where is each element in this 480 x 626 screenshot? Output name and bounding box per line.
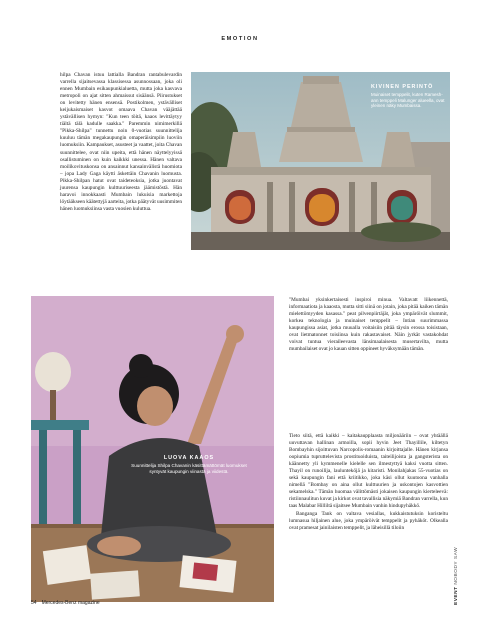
- side-label: [454, 547, 459, 605]
- section-label: EMOTION: [221, 36, 259, 42]
- temple-caption-title: KIVINEN PERINTÖ: [371, 84, 434, 90]
- dropcap-space: [31, 72, 60, 213]
- page-footer: [31, 600, 100, 606]
- side-label-bold: EVENT: [454, 586, 459, 605]
- woman-caption-text: Suunnittelija Shilpa Chavanin käsittämättömät luomukset syntyvät kaupungin viinastä ja viidestä.: [131, 463, 247, 474]
- article-text-intro: hilpa Chavan istuu lattialla Bandran rantabulevardin varrella sijaitsevassa klassisessa asunnossaan, joka oli ennen Mumbain esikaupunkialuetta, mutta joka kasvava metropoli on ajat sitten ahmaissut sisäänsä. Piirustukset on levitetty hänen ensensä. Postikolmen, ystävälliset keijukaismaiset kasvot omaava Chavan vääjättää ystävällisen hymyn: "Kun teen töitä, kaaos levittäytyy tiältä tälä kadulle saakka." Paremmin nimimerkillä "Pikka-Shilpa" tunnettu noin 0-vuotias suunnittelija kuuluu tämän megakaupungin omaperäisimpiin luoviin luomuksiin. Kampaukset, asusteet ja vaattet, joita Chavan suunnittelee, ovat niin upeita, että hänen näyttelyyissä osallistuminen on kuin kaikkki unessa. Hänen valtava moilikovituskonsa on ansainnut kansainvälistä huomiota – jopa Lady Gaga käytti äskettäin Chavanin luomusta. Pikka-Shilpan hatut ovat taideteoksia, jotka juontavat juurensa kaupungin kulttuuriseesta jäämistöstä. Hän haravoi innokkaasti Mumbain lukuisia markettoja löytääkseen käätettyjä aarteita, jotka päätyvät uusimmiten hänen luomuksiinsa vasta vuosien kuluttua.: [60, 72, 182, 212]
- article-paragraph: Tieto siitä, että kaikki – kaitakaupplaasta miljonääriin – ovat yhtäällä uuvuttavan hallinan armoilla, sopii hyvin Jeet Thayillile, kiltetyn Bombayhin sijoittuvan Narcopolis-romaanin kirjoittajalle. Hänen kirjansa oopiumia tupruttelevista prostituoiduista, taiteilijoista ja gangsterista on käännetty yli kymmenelle kielelle sen ilmestyttyä kaksi vuotta sitten. Thayil on runoilija, laulunteköjä ja kitaristi. Monilahjakas 55-vuotias on sekä kaupungin fani että kriitikko, joka käsi ollut kuutoona vanhalla nimellä "Bombay on aina ollut kulttuurien ja uskontojen kasvottien sekamelska." Tämän huomaa välittömästi jokaisen kaupungin kierteleevä: ristiinnaulitun kuvat ja kirkot ovat tavallisia näkymiä Bandran varrella, kun taas Malabar Hilliltä sijaitsee Mumbain vanhin hindupyhäkkö.: [289, 433, 448, 510]
- article-text-quote: "Mumbai yksinkertaisesti inspiroi minua. Valtavatt liikennettä, informaatiota ja kaaosta, mutta sitti siinä on jotain, joka pitää kaiken tämän mielettömyyden kasassa." peat pilvenpiirtäjät, joka ympäröivät slummit, korkea teknologia ja muinaiset temppelit – Intian suurimmassa kaupungissa asiat, jotka muualla voitaisiin pitää täysin erossa toisistaan, ovat lietmatonnet toisiinsa kuin rakastavaiset. Näin jyrkät vastakohdat voivat tuntua vieraileevasta länsimaalaisesta musertavilta, mutta mumbailaiset ovat jo kauan sitten oppineet hyväksymään tämän.: [289, 297, 448, 353]
- woman-photo: [31, 296, 274, 602]
- woman-caption: [131, 455, 247, 474]
- article-column-bottom-right: [289, 433, 448, 532]
- article-paragraph: Banganga Tank on valtava vesiallas, kukkaistutuksin koristeltu lumnasua hiljainen alue, joka ympäröivät temppelit ja pyhäköt. Olkealla ovat pramesat jainilaisten temppelit, ja läheisillä tiloiin: [289, 510, 448, 531]
- article-column-mid-right: [289, 297, 448, 353]
- woman-caption-title: LUOVA KAAOS: [163, 455, 215, 461]
- temple-caption-text: Muinaiset temppelit, kuten Ramesh- ann temppeli Malunger alueella, ovat yleinen näky Mumbaissa.: [371, 92, 445, 108]
- temple-caption: [371, 84, 447, 109]
- side-label-rest: NOBODY SAW: [454, 546, 459, 585]
- page-number: 54: [31, 600, 37, 606]
- magazine-name: Mercedes-Benz magazine: [41, 600, 100, 606]
- article-column-top-left: [31, 72, 182, 213]
